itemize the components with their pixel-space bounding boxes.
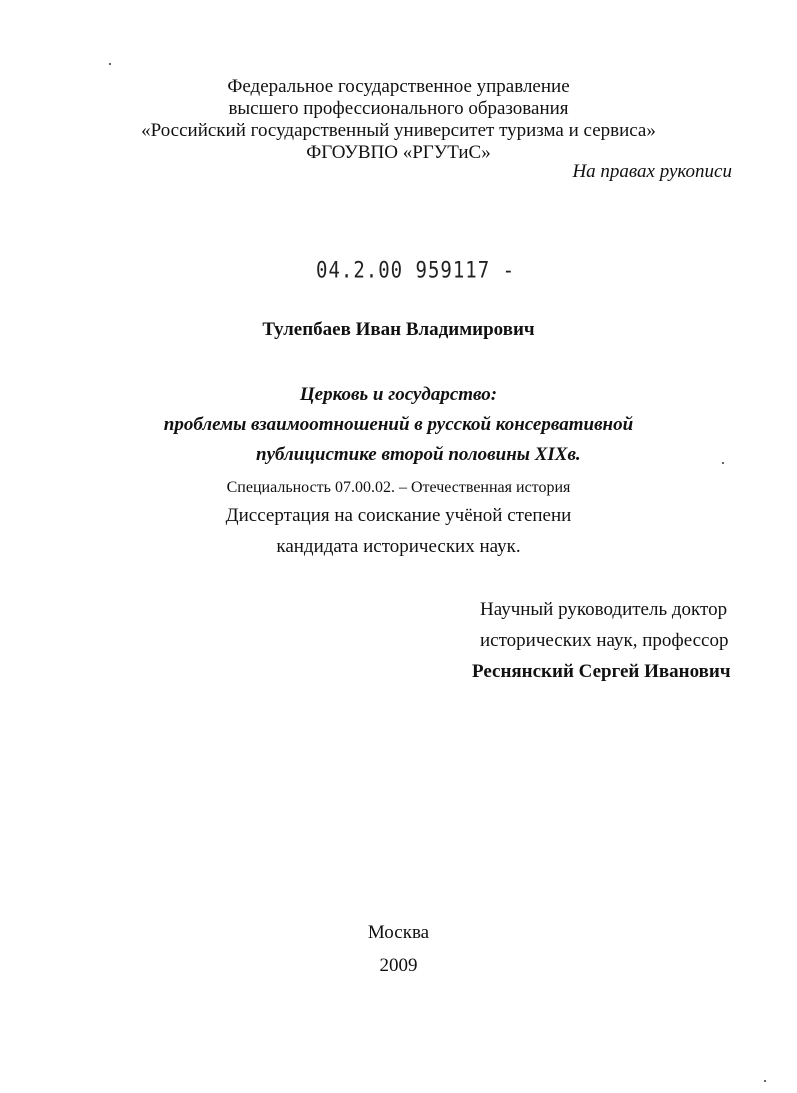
degree-line-1: Диссертация на соискание учёной степени [225, 505, 572, 526]
institution-line-1: Федеральное государственное управление [227, 76, 570, 97]
title-line-1: Церковь и государство: [299, 384, 498, 405]
year: 2009 [379, 955, 418, 976]
institution-line-3: «Российский государственный университет туризма и сервиса» [141, 120, 656, 141]
manuscript-note: На правах рукописи [572, 161, 732, 182]
supervisor-line-2: исторических наук, профессор [480, 630, 729, 651]
scan-speck [722, 462, 724, 464]
degree-line-2: кандидата исторических наук. [276, 536, 521, 557]
city: Москва [367, 922, 430, 943]
archive-stamp: 04.2.00 959117 - [316, 258, 516, 284]
supervisor-name: Реснянский Сергей Иванович [472, 661, 731, 682]
title-line-3: публицистике второй половины XIXв. [256, 444, 581, 465]
title-line-2: проблемы взаимоотношений в русской консервативной [163, 414, 634, 435]
author-name: Тулепбаев Иван Владимирович [262, 319, 535, 340]
institution-line-2: высшего профессионального образования [228, 98, 569, 119]
supervisor-line-1: Научный руководитель доктор [480, 599, 728, 620]
scan-speck [109, 63, 111, 65]
institution-abbreviation: ФГОУВПО «РГУТиС» [306, 142, 491, 163]
specialty-line: Специальность 07.00.02. – Отечественная история [226, 479, 571, 496]
scan-speck [764, 1080, 766, 1082]
